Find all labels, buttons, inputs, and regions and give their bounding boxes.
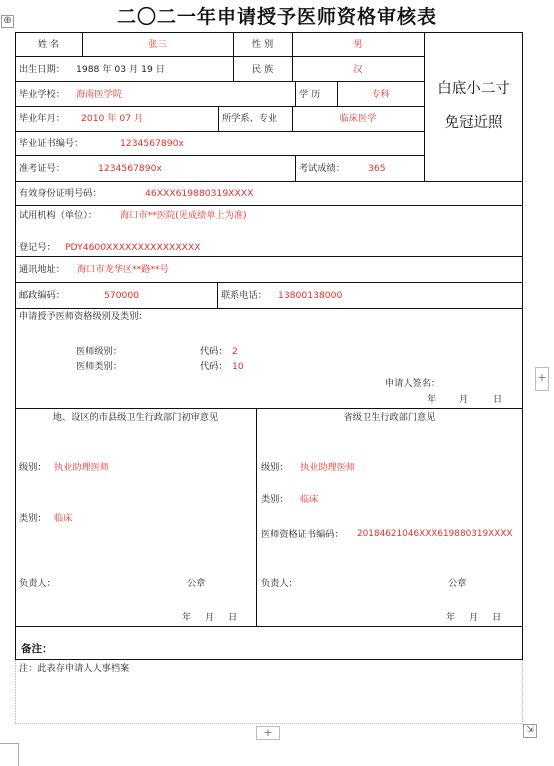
photo-text-line1: 白底小二寸 <box>437 81 510 97</box>
table-border-bottom <box>15 659 523 660</box>
org-label: 试用机构（单位）： <box>19 210 98 221</box>
zip-label: 邮政编码： <box>19 290 65 301</box>
dept-label: 所学系、专业 <box>222 113 278 124</box>
id-value[interactable]: 46XXX619880319XXXX <box>145 188 254 199</box>
id-label: 有效身份证明号码： <box>19 188 102 199</box>
photo-text-line2: 免冠近照 <box>444 115 503 131</box>
text-boundary-right <box>522 660 523 724</box>
apply-type-code[interactable]: 10 <box>232 361 244 372</box>
apply-type-code-label: 代码： <box>200 361 228 372</box>
col-line <box>295 81 296 106</box>
col-line <box>217 282 218 308</box>
photo-col-line <box>424 32 425 182</box>
table-border-right <box>522 32 523 660</box>
right-date-month: 月 <box>469 612 479 623</box>
ethnic-label: 民 族 <box>251 64 274 75</box>
left-date-year: 年 <box>182 612 192 623</box>
edu-label: 学 历 <box>299 89 321 100</box>
right-type-label: 类别： <box>261 494 289 505</box>
right-date-year: 年 <box>446 612 456 623</box>
table-border-left <box>15 32 16 660</box>
school-label: 毕业学校： <box>19 89 65 100</box>
edu-value[interactable]: 专科 <box>371 89 390 100</box>
gender-value[interactable]: 男 <box>353 39 363 50</box>
addr-value[interactable]: 海口市龙华区**路**号 <box>77 264 169 275</box>
ethnic-value[interactable]: 汉 <box>353 64 363 75</box>
right-level-label: 级别： <box>261 462 289 473</box>
right-certno-label: 医师资格证书编码： <box>261 529 344 540</box>
dept-value[interactable]: 临床医学 <box>339 113 377 124</box>
grad-value[interactable]: 2010 年 07 月 <box>81 113 144 124</box>
table-resize-handle-icon[interactable]: ⇲ <box>523 724 537 738</box>
form-title: 二〇二一年申请授予医师资格审核表 <box>116 6 437 28</box>
apply-heading: 申请授予医师资格级别及类别： <box>19 311 148 322</box>
school-value[interactable]: 海南医学院 <box>76 89 122 100</box>
left-person-label: 负责人： <box>19 578 56 589</box>
add-column-button[interactable]: + <box>535 367 549 391</box>
row-line <box>15 56 424 57</box>
col-line <box>256 408 257 626</box>
org-value[interactable]: 海口市**医院(见成绩单上为准) <box>120 210 247 221</box>
apply-type-label: 医师类别： <box>76 361 122 372</box>
row-line <box>15 282 523 283</box>
right-date-day: 日 <box>492 612 502 623</box>
gender-label: 性 别 <box>251 39 274 50</box>
right-certno-value[interactable]: 20184621046XXX619880319XXXX <box>357 529 513 539</box>
text-boundary-left <box>15 660 16 724</box>
add-row-button[interactable]: + <box>256 726 280 740</box>
apply-date-day: 日 <box>493 394 503 405</box>
zip-value[interactable]: 570000 <box>104 290 140 301</box>
left-date-month: 月 <box>205 612 215 623</box>
phone-label: 联系电话： <box>221 290 267 301</box>
left-type-value[interactable]: 临床 <box>54 513 73 524</box>
left-type-label: 类别： <box>19 513 47 524</box>
left-opinion-heading: 地、设区的市县级卫生行政部门初审意见 <box>52 412 219 423</box>
birth-label: 出生日期： <box>19 64 65 75</box>
left-date-day: 日 <box>228 612 238 623</box>
exam-value[interactable]: 1234567890x <box>98 163 162 174</box>
grad-label: 毕业年月： <box>19 113 65 124</box>
row-line <box>15 626 523 627</box>
applicant-sign-label: 申请人签名： <box>385 378 441 389</box>
crop-mark-v <box>18 743 19 766</box>
apply-date-year: 年 <box>427 394 437 405</box>
birth-value[interactable]: 1988 年 03 月 19 日 <box>76 64 165 75</box>
name-value[interactable]: 张三 <box>148 39 167 50</box>
right-type-value[interactable]: 临床 <box>300 494 319 505</box>
row-line <box>15 308 523 309</box>
reg-label: 登记号： <box>19 242 56 253</box>
apply-level-label: 医师级别： <box>76 346 122 357</box>
row-line <box>15 155 424 156</box>
exam-label: 准考证号： <box>19 163 65 174</box>
left-level-value[interactable]: 执业助理医师 <box>54 462 110 473</box>
col-line <box>295 155 296 181</box>
apply-date-month: 月 <box>459 394 469 405</box>
row-line <box>15 256 523 257</box>
row-line <box>15 205 523 206</box>
phone-value[interactable]: 13800138000 <box>278 290 343 301</box>
table-border-top <box>15 32 523 33</box>
reg-value[interactable]: PDY4600XXXXXXXXXXXXXXX <box>65 242 201 253</box>
right-opinion-heading: 省级卫生行政部门意见 <box>343 412 436 423</box>
row-line <box>15 131 424 132</box>
apply-level-code-label: 代码： <box>200 346 228 357</box>
cert-value[interactable]: 1234567890x <box>120 138 184 149</box>
name-label: 姓 名 <box>37 39 60 50</box>
row-line <box>15 181 523 182</box>
row-line <box>15 81 424 82</box>
archive-note: 注：此表存申请人人事档案 <box>19 663 130 674</box>
right-level-value[interactable]: 执业助理医师 <box>300 462 356 473</box>
col-line <box>218 106 219 131</box>
apply-level-code[interactable]: 2 <box>232 346 238 357</box>
score-value[interactable]: 365 <box>368 163 386 174</box>
score-label: 考试成绩： <box>299 163 345 174</box>
left-level-label: 级别： <box>19 462 47 473</box>
crop-mark-h <box>0 743 18 744</box>
row-line <box>15 106 424 107</box>
right-person-label: 负责人： <box>261 578 298 589</box>
cert-label: 毕业证书编号： <box>19 138 84 149</box>
right-seal-label: 公章 <box>448 578 467 589</box>
addr-label: 通讯地址： <box>19 264 65 275</box>
row-line <box>15 408 523 409</box>
left-seal-label: 公章 <box>187 578 206 589</box>
remark-label: 备注： <box>21 643 53 655</box>
text-boundary-bottom <box>15 723 523 724</box>
table-move-handle-icon[interactable]: ⊕ <box>1 15 14 28</box>
